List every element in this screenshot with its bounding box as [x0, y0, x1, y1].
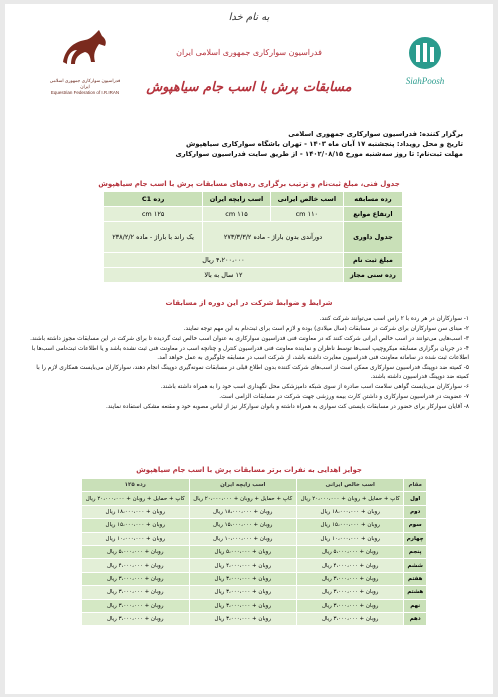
- table-cell: روبان + ۳،۰۰۰،۰۰۰ ریال: [296, 572, 403, 585]
- rank-cell: ششم: [404, 559, 427, 572]
- table-row: [104, 222, 403, 253]
- table-cell: کاپ + حمایل + روبان + ۲۰،۰۰۰،۰۰۰ ریال: [296, 492, 403, 505]
- table-row: [82, 612, 427, 625]
- table-row: [104, 253, 403, 268]
- table-cell: روبان + ۳،۰۰۰،۰۰۰ ریال: [296, 612, 403, 625]
- rule-item: ۶- سوارکاران می‌بایست گواهی سلامت اسب صادره از سوی شبکه دامپزشکی محل نگهداری اسب خود را به همراه داشته باشند.: [160, 384, 469, 390]
- table-cell: روبان + ۳،۰۰۰،۰۰۰ ریال: [82, 599, 190, 612]
- rank-cell: هشتم: [404, 586, 427, 599]
- rule-item: ۱- سوارکاران در هر رده با ۲ راس اسب می‌توانند شرکت کنند.: [319, 316, 469, 322]
- club-logo: [385, 34, 465, 86]
- rank-cell: پنجم: [404, 545, 427, 558]
- document-page: [5, 4, 493, 694]
- table-cell: روبان + ۴،۰۰۰،۰۰۰ ریال: [189, 559, 296, 572]
- table-cell: روبان + ۱۵،۰۰۰،۰۰۰ ریال: [296, 519, 403, 532]
- table-cell: روبان + ۴،۰۰۰،۰۰۰ ریال: [82, 559, 190, 572]
- table-cell: ۴،۲۰۰،۰۰۰ ریال: [104, 253, 344, 268]
- rank-cell: سوم: [404, 519, 427, 532]
- table-header-row: [104, 192, 403, 207]
- table-cell: روبان + ۱۵،۰۰۰،۰۰۰ ریال: [189, 519, 296, 532]
- table-row: [82, 519, 427, 532]
- date-place-line: تاریخ و محل رویداد: پنجشنبه ۱۷ آبان ماه ۱۴۰۳ - تهران باشگاه سوارکاری سیاهپوش: [185, 140, 463, 148]
- table-header-cell: اسب خالص ایرانی: [296, 479, 403, 492]
- table-cell: یک راند با باراژ - ماده ۲۳۸/۲/۲: [104, 222, 203, 253]
- table-header-cell: اسب زایچه ایران: [189, 479, 296, 492]
- organizer-line: برگزار کننده: فدراسیون سوارکاری جمهوری اسلامی: [288, 130, 463, 138]
- rank-cell: چهارم: [404, 532, 427, 545]
- rule-item: ۴- در جریان برگزاری مسابقه میکروچیپ اسب‌ها توسط ناظران و نماینده معاونت فنی فدراسیون کنترل و چنانچه اسب در معاونت فنی ثبت نشده باشد و یا اطلاعات ثبت‌نامی اسب‌ها با اطلاعات ثبت شده در سامانه معاونت فنی فدراسیون مغایرت داشته باشد، از شرکت اسب در مسابقه جلوگیری به عمل خواهد آمد.: [31, 346, 469, 361]
- table-cell: روبان + ۱۰،۰۰۰،۰۰۰ ریال: [189, 532, 296, 545]
- table-row: [82, 492, 427, 505]
- rule-item: ۷- عضویت در فدراسیون سوارکاری و داشتن کارت بیمه ورزشی جهت شرکت در مسابقات الزامی است.: [219, 394, 469, 400]
- table-cell: روبان + ۳،۰۰۰،۰۰۰ ریال: [189, 612, 296, 625]
- table-cell: روبان + ۱۸،۰۰۰،۰۰۰ ریال: [82, 505, 190, 518]
- table-cell: روبان + ۳،۰۰۰،۰۰۰ ریال: [296, 586, 403, 599]
- table-cell: روبان + ۵،۰۰۰،۰۰۰ ریال: [189, 545, 296, 558]
- club-brand: SiahPoosh: [405, 76, 445, 86]
- table-cell: روبان + ۱۵،۰۰۰،۰۰۰ ریال: [82, 519, 190, 532]
- deadline-line: مهلت ثبت‌نام: تا روز سه‌شنبه مورخ ۱۴۰۲/۰۸/۱۵ - از طریق سایت فدراسیون سوارکاری: [175, 150, 463, 158]
- table-cell: دورآندی بدون باراژ - ماده ۲۷۳/۳/۳/۲: [203, 222, 344, 253]
- rules-title: شرایط و ضوابط شرکت در این دوره از مسابقات: [165, 299, 333, 307]
- table-header-cell: مقام: [404, 479, 427, 492]
- competition-title: مسابقات پرش با اسب جام سیاهپوش: [146, 80, 352, 95]
- table-header-cell: اسب خالص ایرانی: [270, 192, 343, 207]
- table-cell: روبان + ۵،۰۰۰،۰۰۰ ریال: [82, 545, 190, 558]
- table-row: [82, 586, 427, 599]
- federation-caption: فدراسیون سوارکاری جمهوری اسلامی ایران: [49, 78, 121, 89]
- table-header-cell: اسب زایچه ایران: [203, 192, 271, 207]
- table-header-cell: رده C1: [104, 192, 203, 207]
- table-cell: روبان + ۳،۰۰۰،۰۰۰ ریال: [189, 572, 296, 585]
- table-row: [82, 572, 427, 585]
- rank-cell: دوم: [404, 505, 427, 518]
- rule-item: ۵- کمیته ضد دوپینگ فدراسیون سوارکاری ممکن است از اسب‌های شرکت کننده بدون اطلاع قبلی در مسابقات نمونه‌گیری دوپینگ انجام دهند، سوارکاران می‌بایست همکاری لازم را با کمیته ضد دوپینگ فدراسیون داشته باشند.: [36, 365, 469, 380]
- table-cell: ۱۱۵ cm: [203, 207, 271, 222]
- rule-item: ۳- اسب‌هایی می‌توانند در اسب خالص ایرانی شرکت کنند که در معاونت فنی فدراسیون سوارکاری به عنوان اسب خالص ثبت گردیده تا برای شرکت در این مسابقات مجوز داشته باشند.: [30, 336, 469, 342]
- table-cell: روبان + ۳،۰۰۰،۰۰۰ ریال: [296, 599, 403, 612]
- table-row: [82, 532, 427, 545]
- rank-cell: دهم: [404, 612, 427, 625]
- table-row: [104, 268, 403, 283]
- table-row: [82, 599, 427, 612]
- table-cell: ۱۱۰ cm: [270, 207, 343, 222]
- rank-cell: هفتم: [404, 572, 427, 585]
- table-cell: روبان + ۳،۰۰۰،۰۰۰ ریال: [82, 586, 190, 599]
- row-label: رده سنی مجاز: [343, 268, 402, 283]
- table-cell: ۱۲۵ cm: [104, 207, 203, 222]
- prizes-title: جوایز اهدایی به نفرات برتر مسابقات پرش با اسب جام سیاهپوش: [136, 466, 362, 474]
- rank-cell: نهم: [404, 599, 427, 612]
- table-cell: روبان + ۱۰،۰۰۰،۰۰۰ ریال: [82, 532, 190, 545]
- table-header-cell: رده مسابقه: [343, 192, 402, 207]
- rule-item: ۲- مبنای سن سوارکاران برای شرکت در مسابقات (سال میلادی) بوده و لازم است برای ثبت‌نام به این مهم توجه نمایند.: [183, 326, 469, 332]
- row-label: مبلغ ثبت نام: [343, 253, 402, 268]
- table-cell: روبان + ۵،۰۰۰،۰۰۰ ریال: [296, 545, 403, 558]
- table-cell: روبان + ۱۸،۰۰۰،۰۰۰ ریال: [189, 505, 296, 518]
- federation-caption-en: Equestrian Federation of I.R.IRAN: [50, 90, 120, 95]
- table-cell: روبان + ۱۸،۰۰۰،۰۰۰ ریال: [296, 505, 403, 518]
- rank-cell: اول: [404, 492, 427, 505]
- table-row: [104, 207, 403, 222]
- table-cell: روبان + ۳،۰۰۰،۰۰۰ ریال: [189, 599, 296, 612]
- technical-table-title: جدول فنی، مبلغ ثبت‌نام و ترتیب برگزاری رده‌های مسابقات پرش با اسب جام سیاهپوش: [98, 180, 400, 188]
- prizes-table: [81, 478, 427, 626]
- table-cell: کاپ + حمایل + روبان + ۲۰،۰۰۰،۰۰۰ ریال: [82, 492, 190, 505]
- table-cell: روبان + ۱۰،۰۰۰،۰۰۰ ریال: [296, 532, 403, 545]
- table-cell: روبان + ۴،۰۰۰،۰۰۰ ریال: [296, 559, 403, 572]
- table-cell: روبان + ۳،۰۰۰،۰۰۰ ریال: [189, 586, 296, 599]
- federation-line: فدراسیون سوارکاری جمهوری اسلامی ایران: [176, 48, 322, 57]
- table-cell: روبان + ۳،۰۰۰،۰۰۰ ریال: [82, 572, 190, 585]
- table-cell: ۱۲ سال به بالا: [104, 268, 344, 283]
- bismillah-heading: به نام خدا: [228, 12, 270, 23]
- event-info: [35, 129, 463, 159]
- table-header-cell: رده ۱۲۵: [82, 479, 190, 492]
- table-cell: کاپ + حمایل + روبان + ۲۰،۰۰۰،۰۰۰ ریال: [189, 492, 296, 505]
- rule-item: ۸- آقایان سوارکار برای حضور در مسابقات بایستی کت سواری به همراه داشته و بانوان سوارکار نیز از لباس مصوبه خود و مقنعه مشکی استفاده نمایند.: [106, 404, 469, 410]
- table-row: [82, 559, 427, 572]
- row-label: ارتفاع موانع: [343, 207, 402, 222]
- table-row: [82, 545, 427, 558]
- technical-table: [103, 191, 403, 283]
- row-label: جدول داوری: [343, 222, 402, 253]
- table-header-row: [82, 479, 427, 492]
- table-row: [82, 505, 427, 518]
- rules-list: [29, 315, 469, 413]
- table-cell: روبان + ۳،۰۰۰،۰۰۰ ریال: [82, 612, 190, 625]
